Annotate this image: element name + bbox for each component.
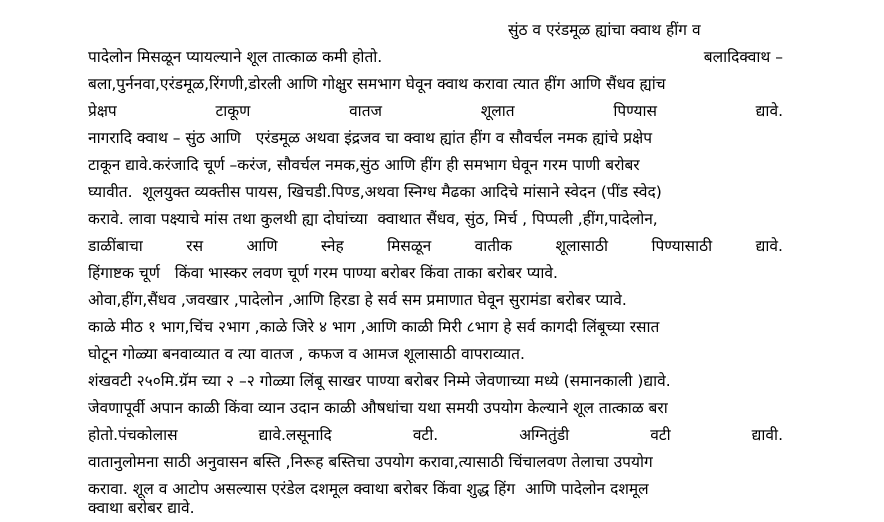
line-17-text: वातानुलोमना साठी अनुवासन बस्ति ,निरूह बस्तिचा उपयोग करावा,त्यासाठी चिंचालवण तेलाचा उपयोग bbox=[88, 453, 653, 471]
word: रस bbox=[186, 237, 204, 255]
word: आणि bbox=[246, 237, 278, 255]
word: वटी. bbox=[412, 426, 439, 444]
text-line-5 bbox=[88, 126, 783, 151]
line-6-text: टाकून द्यावे.करंजादि चूर्ण –करंज, सौवर्चल नमक,सुंठ आणि हींग ही समभाग घेवून गरम पाणी बरोबर bbox=[88, 156, 640, 174]
word: वातीक bbox=[474, 237, 513, 255]
line-10-text: हिंगाष्टक चूर्ण किंवा भास्कर लवण चूर्ण गरम पाण्या बरोबर किंवा ताका बरोबर प्यावे. bbox=[88, 264, 558, 282]
text-line-12 bbox=[88, 315, 783, 340]
word: वटी bbox=[650, 426, 671, 444]
line-5-text: नागरादि क्वाथ – सुंठ आणि एरंडमूळ अथवा इंद्रजव चा क्वाथ ह्यांत हींग व सौवर्चल नमक ह्यांचे प्रक्षेप bbox=[88, 129, 653, 147]
line-19-text: क्वाथा बरोबर द्यावे. bbox=[88, 499, 195, 517]
text-line-13 bbox=[88, 342, 783, 367]
word: मिसळून bbox=[387, 237, 432, 255]
word: प्रेक्षप bbox=[88, 102, 117, 120]
word: वातज bbox=[349, 102, 383, 120]
word: अग्नितुंडी bbox=[519, 426, 570, 444]
text-line-15 bbox=[88, 396, 783, 421]
line-13-text: घोटून गोळ्या बनवाव्यात व त्या वातज , कफज व आमज शूलासाठी वापराव्यात. bbox=[88, 345, 525, 363]
word: शूलासाठी bbox=[555, 237, 609, 255]
line-1-text: सुंठ व एरंडमूळ ह्यांचा क्वाथ हींग व bbox=[508, 21, 701, 39]
text-line-3 bbox=[88, 72, 783, 97]
line-14-text: शंखवटी २५०मि.ग्रॅम च्या २ –२ गोळ्या लिंबू साखर पाण्या बरोबर निम्मे जेवणाच्या मध्ये (समानकाली )द्यावे. bbox=[88, 372, 671, 390]
line-3-text: बला,पुर्ननवा,एरंडमूळ,रिंगणी,डोरली आणि गोक्षुर समभाग घेवून क्वाथ करावा त्यात हींग आणि सैंधव ह्यांच bbox=[88, 75, 666, 93]
word: टाकूण bbox=[215, 102, 251, 120]
text-line-16 bbox=[88, 423, 783, 448]
text-line-7 bbox=[88, 180, 783, 205]
word: पिण्यास bbox=[613, 102, 657, 120]
text-line-14 bbox=[88, 369, 783, 394]
word: होतो.पंचकोलास bbox=[88, 426, 178, 444]
text-line-9 bbox=[88, 234, 783, 259]
word: द्यावे.लसूनादि bbox=[258, 426, 332, 444]
word: द्यावे. bbox=[755, 102, 783, 120]
text-line-19 bbox=[88, 496, 783, 521]
text-line-17 bbox=[88, 450, 783, 475]
line-11-text: ओवा,हींग,सैंधव ,जवखार ,पादेलोन ,आणि हिरडा हे सर्व सम प्रमाणात घेवून सुरामंडा बरोबर प्यावे. bbox=[88, 291, 627, 309]
text-line-2 bbox=[88, 45, 783, 70]
word: द्यावे. bbox=[755, 237, 783, 255]
line-2-heading: बलादिक्वाथ – bbox=[703, 48, 783, 66]
text-line-8 bbox=[88, 207, 783, 232]
text-line-10 bbox=[88, 261, 783, 286]
word: पिण्यासाठी bbox=[651, 237, 713, 255]
line-2-text: पादेलोन मिसळून प्यायल्याने शूल तात्काळ कमी होतो. bbox=[88, 48, 383, 66]
word: डाळींबाचा bbox=[88, 237, 143, 255]
text-line-11 bbox=[88, 288, 783, 313]
line-18-text: करावा. शूल व आटोप असल्यास एरंडेल दशमूल क्वाथा बरोबर किंवा शुद्ध हिंग आणि पादेलोन दशमूल bbox=[88, 480, 649, 498]
line-8-text: करावे. लावा पक्ष्याचे मांस तथा कुलथी ह्या दोघांच्या क्वाथात सैंधव, सुंठ, मिर्च , पिप्पली ,हींग,पादेलोन, bbox=[88, 210, 658, 228]
word: स्नेह bbox=[320, 237, 344, 255]
line-12-text: काळे मीठ १ भाग,चिंच २भाग ,काळे जिरे ४ भाग ,आणि काळी मिरी ८भाग हे सर्व कागदी लिंबूच्या रसात bbox=[88, 318, 660, 336]
line-7-text: घ्यावीत. शूलयुक्त व्यक्तीस पायस, खिचडी.पिण्ड,अथवा स्निग्ध मैढका आदिचे मांसाने स्वेदन (पींड स्वेद) bbox=[88, 183, 662, 201]
text-line-6 bbox=[88, 153, 783, 178]
text-line-4 bbox=[88, 99, 783, 124]
text-line-1 bbox=[508, 18, 788, 43]
word: शूलात bbox=[480, 102, 515, 120]
line-15-text: जेवणापूर्वी अपान काळी किंवा व्यान उदान काळी औषधांचा यथा समयी उपयोग केल्याने शूल तात्काळ बरा bbox=[88, 399, 668, 417]
word: द्यावी. bbox=[751, 426, 783, 444]
